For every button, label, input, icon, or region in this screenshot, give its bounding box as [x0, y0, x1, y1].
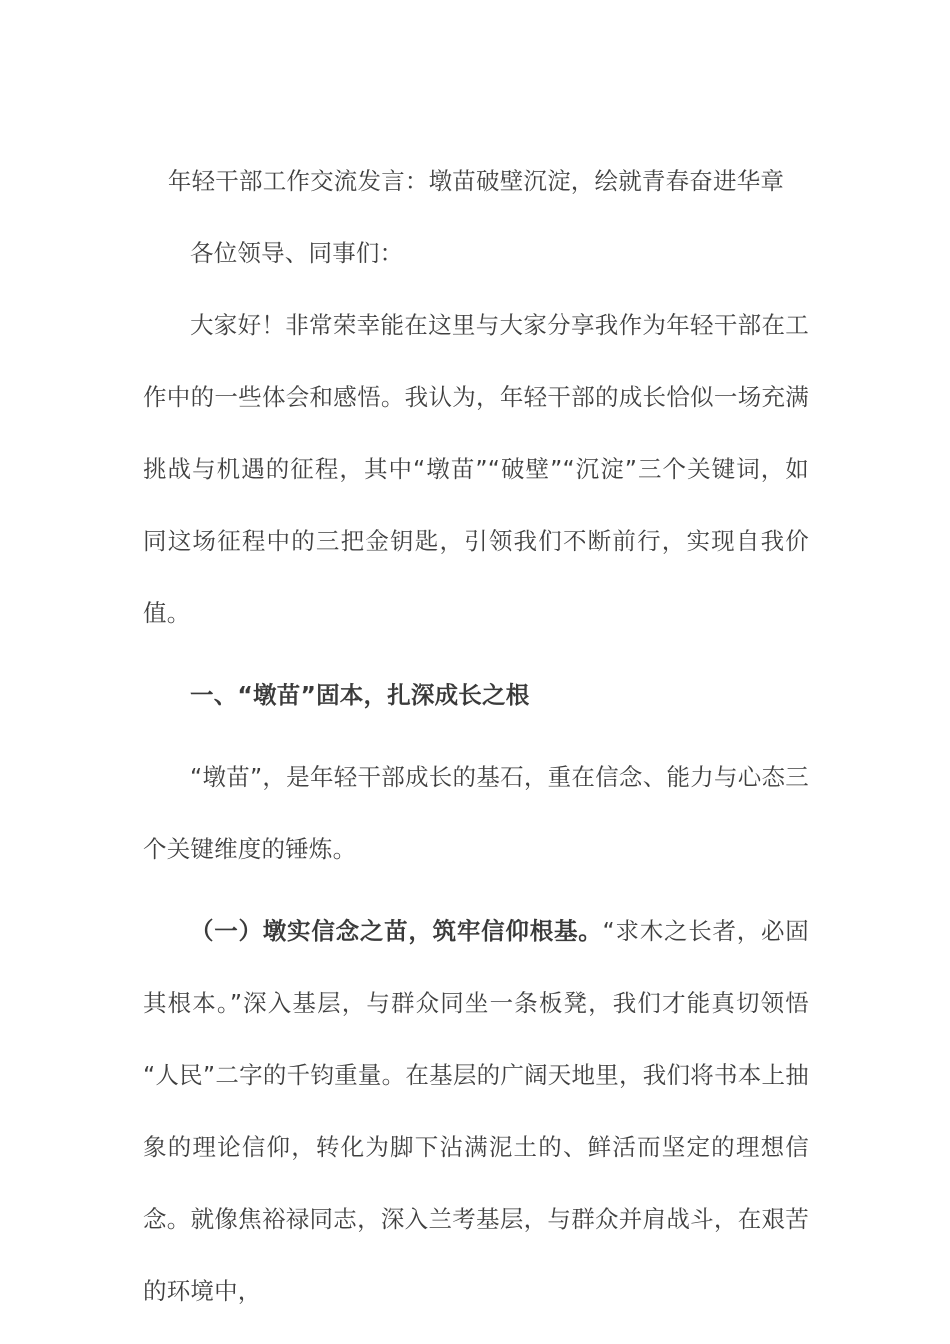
subsection-one-lead: （一）墩实信念之苗，筑牢信仰根基。	[190, 917, 603, 945]
paragraph-intro: 大家好！非常荣幸能在这里与大家分享我作为年轻干部在工作中的一些体会和感悟。我认为，年轻干部的成长恰似一场充满挑战与机遇的征程，其中“墩苗”“破壁”“沉淀”三个关键词，如同这场征程中的三把金钥匙，引领我们不断前行，实现自我价值。	[143, 311, 809, 627]
heading-spacer-after	[143, 731, 809, 741]
document-title: 年轻干部工作交流发言：墩苗破壁沉淀，绘就青春奋进华章	[167, 167, 785, 195]
document-body	[143, 145, 809, 1327]
salutation-line: 各位领导、同事们：	[190, 239, 404, 267]
paragraph-subsection-one	[143, 895, 809, 1327]
subsection-spacer	[143, 885, 809, 895]
paragraph-section-one-intro: “墩苗”，是年轻干部成长的基石，重在信念、能力与心态三个关键维度的锤炼。	[143, 763, 809, 863]
section-heading-one: 一、“墩苗”固本，扎深成长之根	[190, 681, 530, 709]
subsection-one-text: “求木之长者，必固其根本。”深入基层，与群众同坐一条板凳，我们才能真切领悟“人民”二字的千钧重量。在基层的广阔天地里，我们将书本上抽象的理论信仰，转化为脚下沾满泥土的、鲜活而坚定的理想信念。就像焦裕禄同志，深入兰考基层，与群众并肩战斗，在艰苦的环境中，	[143, 917, 809, 1305]
heading-spacer	[143, 649, 809, 659]
